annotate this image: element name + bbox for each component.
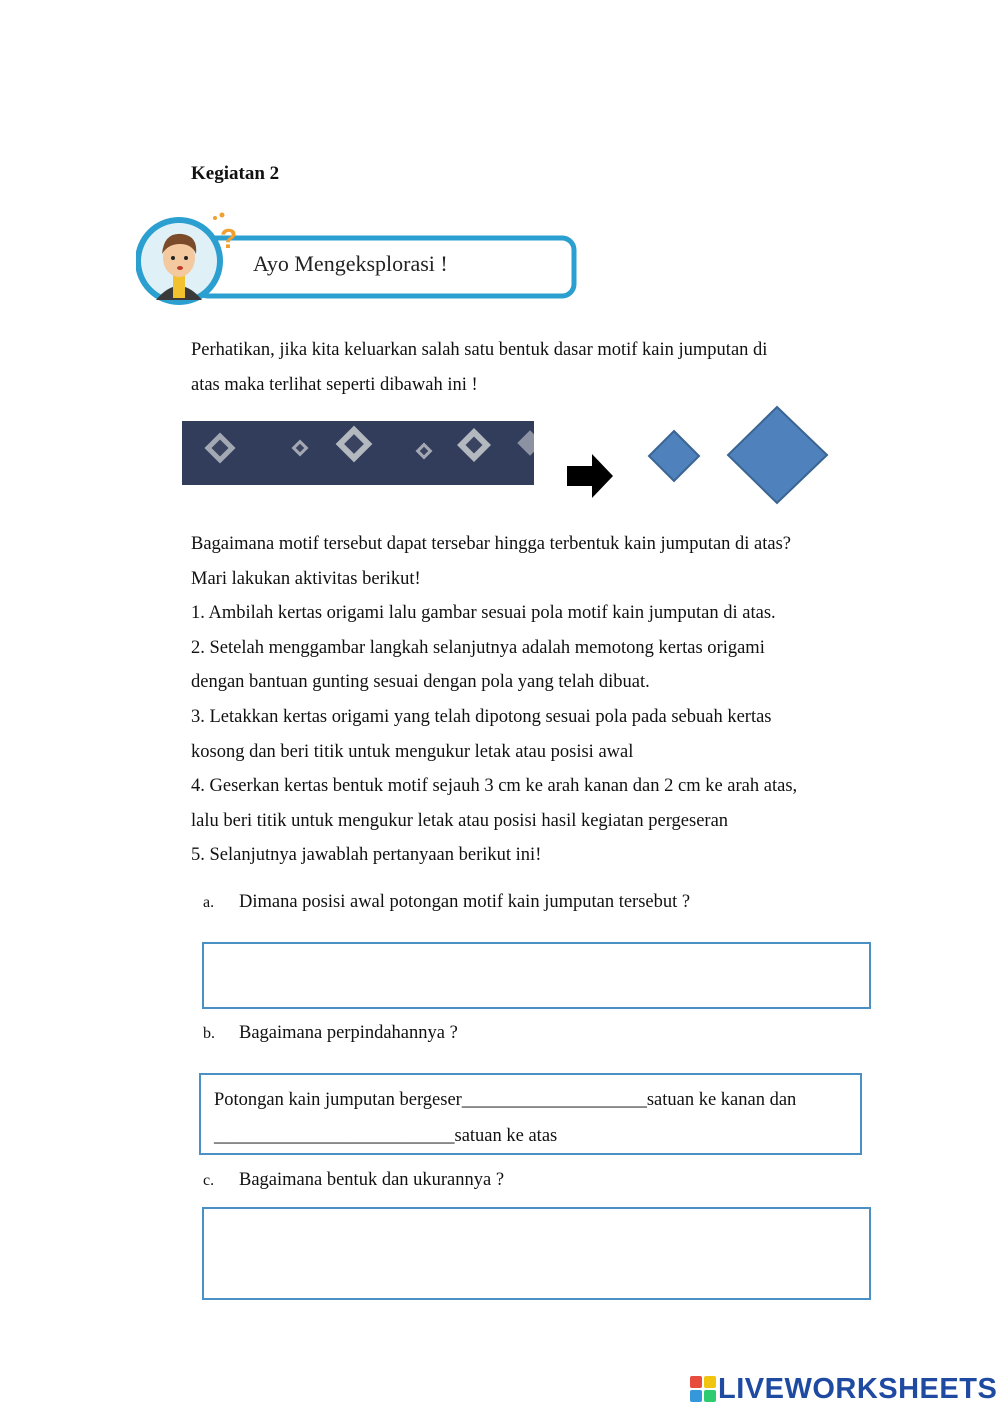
question-letter: a. (203, 894, 215, 911)
intro-paragraph (191, 333, 851, 402)
instruction-line: 5. Selanjutnya jawablah pertanyaan berikut ini! (191, 845, 542, 866)
instruction-line: 4. Geserkan kertas bentuk motif sejauh 3 cm ke arah kanan dan 2 cm ke arah atas, (191, 776, 798, 797)
liveworksheets-logo (690, 1372, 997, 1406)
intro-line: Perhatikan, jika kita keluarkan salah satu bentuk dasar motif kain jumputan di (191, 340, 768, 360)
answer-box-c[interactable] (202, 1207, 871, 1300)
question-text: Bagaimana bentuk dan ukurannya ? (239, 1170, 505, 1190)
question-letter: b. (203, 1025, 215, 1042)
instruction-line: dengan bantuan gunting sesuai dengan pola yang telah dibuat. (191, 672, 650, 693)
liveworksheets-logo-icon (690, 1376, 716, 1402)
answer-box-b[interactable] (199, 1073, 862, 1155)
question-text: Bagaimana perpindahannya ? (239, 1023, 458, 1043)
svg-text:?: ? (220, 223, 238, 254)
instruction-line: 2. Setelah menggambar langkah selanjutnya adalah memotong kertas origami (191, 637, 765, 658)
jumputan-fabric-image (182, 421, 534, 485)
right-arrow-icon (566, 452, 614, 500)
instruction-line: 1. Ambilah kertas origami lalu gambar sesuai pola motif kain jumputan di atas. (191, 603, 776, 624)
question-c (203, 1170, 504, 1191)
instruction-line: kosong dan beri titik untuk mengukur letak atau posisi awal (191, 741, 634, 762)
question-text: Dimana posisi awal potongan motif kain jumputan tersebut ? (239, 892, 691, 912)
answer-box-a[interactable] (202, 942, 871, 1009)
answer-b-line: Potongan kain jumputan bergeser____________________satuan ke kanan dan (214, 1090, 797, 1110)
instruction-line: Mari lakukan aktivitas berikut! (191, 568, 421, 589)
intro-line: atas maka terlihat seperti dibawah ini ! (191, 374, 478, 395)
small-diamond-shape (647, 429, 701, 483)
instruction-line: Bagaimana motif tersebut dapat tersebar hingga terbentuk kain jumputan di atas? (191, 534, 792, 554)
question-b (203, 1023, 458, 1044)
banner-label: Ayo Mengeksplorasi ! (253, 251, 448, 276)
answer-b-line: __________________________satuan ke atas (214, 1126, 558, 1146)
question-letter: c. (203, 1172, 215, 1189)
instruction-line: lalu beri titik untuk mengukur letak atau posisi hasil kegiatan pergeseran (191, 810, 729, 831)
instruction-line: 3. Letakkan kertas origami yang telah dipotong sesuai pola pada sebuah kertas (191, 706, 772, 727)
explore-banner (136, 210, 581, 312)
question-a (203, 892, 690, 913)
liveworksheets-text: LIVEWORKSHEETS (718, 1372, 998, 1405)
instructions (191, 527, 861, 873)
large-diamond-shape (726, 405, 829, 505)
activity-heading: Kegiatan 2 (191, 163, 280, 184)
